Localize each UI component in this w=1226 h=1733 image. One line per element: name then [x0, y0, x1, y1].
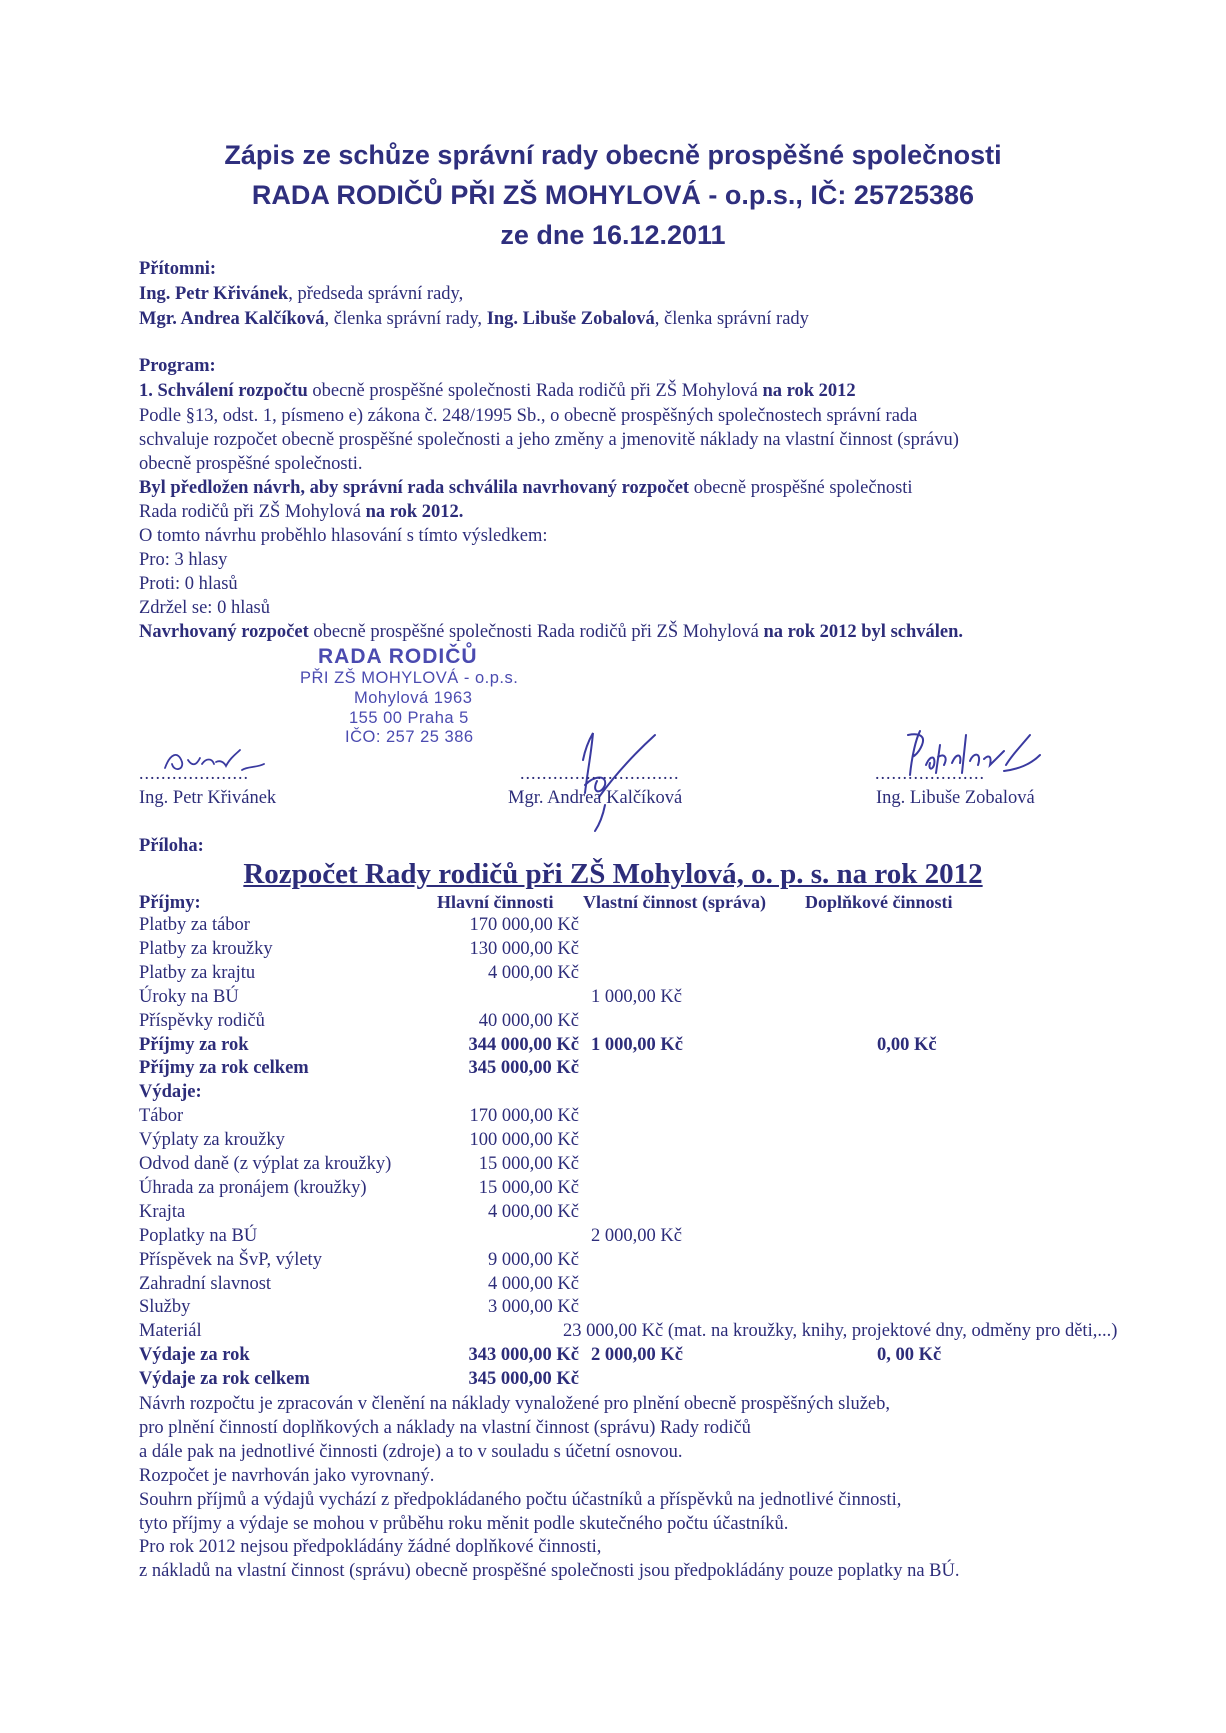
budget-row-label: Úroky na BÚ	[139, 986, 239, 1007]
budget-note-line: tyto příjmy a výdaje se mohou v průběhu roku měnit podle skutečného počtu účastníků.	[139, 1513, 789, 1534]
budget-row	[139, 1058, 1139, 1082]
program-item	[139, 380, 856, 402]
present-role1: , předseda správní rady,	[288, 284, 464, 304]
present-name-krivanek: Ing. Petr Křivánek	[139, 284, 289, 304]
budget-cell-main: 4 000,00 Kč	[488, 1273, 579, 1294]
vote-result	[139, 621, 963, 643]
budget-row	[139, 1250, 1139, 1274]
budget-note-line: z nákladů na vlastní činnost (správu) obecně prospěšné společnosti jsou předpokládány pouze poplatky na BÚ.	[139, 1561, 960, 1582]
column-header-main: Hlavní činnosti	[437, 892, 554, 912]
budget-title: Rozpočet Rady rodičů při ZŠ Mohylová, o. p. s. na rok 2012	[243, 858, 983, 890]
budget-row	[139, 915, 1139, 939]
budget-row-label: Poplatky na BÚ	[139, 1225, 258, 1246]
program-paragraph-line3: obecně prospěšné společnosti.	[139, 454, 363, 474]
budget-row	[139, 939, 1139, 963]
budget-cell-main: 345 000,00 Kč	[468, 1058, 579, 1079]
program-paragraph-line2: schvaluje rozpočet obecně prospěšné společnosti a jeho změny a jmenovitě náklady na vlastní činnost (správu)	[139, 430, 959, 450]
budget-cell-main: 4 000,00 Kč	[488, 1201, 579, 1222]
program-paragraph-line1: Podle §13, odst. 1, písmeno e) zákona č. 248/1995 Sb., o obecně prospěšných společnostech správní rada	[139, 406, 918, 426]
budget-note-line: Souhrn příjmů a výdajů vychází z předpokládaného počtu účastníků a příspěvků na jednotlivé činnosti,	[139, 1489, 902, 1510]
budget-cell-own: 1 000,00 Kč	[591, 1034, 683, 1055]
budget-row-label: Tábor	[139, 1106, 184, 1127]
budget-note-line: Rozpočet je navrhován jako vyrovnaný.	[139, 1465, 435, 1486]
budget-row-label: Příspěvky rodičů	[139, 1010, 265, 1031]
column-header-supplementary: Doplňkové činnosti	[805, 892, 953, 912]
budget-row-label: Výdaje za rok celkem	[139, 1369, 310, 1390]
budget-cell-main: 15 000,00 Kč	[478, 1177, 579, 1198]
proposal-org: Rada rodičů při ZŠ Mohylová	[139, 502, 366, 522]
program-heading: Program:	[139, 356, 216, 376]
budget-cell-main: 40 000,00 Kč	[478, 1010, 579, 1031]
stamp-line3: Mohylová 1963	[354, 689, 473, 707]
proposal-rest: obecně prospěšné společnosti	[689, 478, 913, 498]
budget-cell-main: 9 000,00 Kč	[488, 1249, 579, 1270]
budget-cell-main: 15 000,00 Kč	[478, 1154, 579, 1174]
budget-row	[139, 1345, 1139, 1369]
program-item-text: obecně prospěšné společnosti Rada rodičů při ZŠ Mohylová	[307, 381, 763, 401]
budget-row-label: Krajta	[139, 1201, 186, 1222]
column-header-own: Vlastní činnost (správa)	[583, 892, 767, 912]
budget-row	[139, 1297, 1139, 1321]
stamp-line2: PŘI ZŠ MOHYLOVÁ - o.p.s.	[300, 669, 519, 687]
budget-cell-own: 2 000,00 Kč	[591, 1345, 683, 1366]
vote-intro: O tomto návrhu proběhlo hlasování s tímto výsledkem:	[139, 526, 548, 546]
program-item-title: 1. Schválení rozpočtu	[139, 381, 308, 401]
document-title-line3: ze dne 16.12.2011	[500, 220, 726, 250]
stamp-line1: RADA RODIČŮ	[318, 645, 478, 668]
present-line1	[139, 283, 463, 305]
budget-row	[139, 1274, 1139, 1298]
budget-row	[139, 1130, 1139, 1154]
budget-row-label: Příjmy za rok celkem	[139, 1058, 309, 1079]
vote-for: Pro: 3 hlasy	[139, 550, 228, 570]
budget-row-label: Materiál	[139, 1321, 202, 1342]
budget-cell-main: 343 000,00 Kč	[468, 1345, 579, 1366]
budget-row	[139, 1178, 1139, 1202]
result-bold: Navrhovaný rozpočet	[139, 622, 309, 642]
budget-cell-main: 4 000,00 Kč	[488, 962, 579, 983]
budget-note-line: pro plnění činností doplňkových a náklady na vlastní činnost (správu) Rady rodičů	[139, 1417, 751, 1438]
budget-cell-main: 170 000,00 Kč	[469, 915, 579, 935]
budget-row-label: Výdaje za rok	[139, 1345, 250, 1366]
budget-cell-own: 2 000,00 Kč	[591, 1225, 682, 1246]
present-name-zobalova: Ing. Libuše Zobalová	[486, 309, 655, 329]
proposal-line2	[139, 501, 463, 523]
budget-cell-note: 23 000,00 Kč (mat. na kroužky, knihy, projektové dny, odměny pro děti,...)	[563, 1321, 1118, 1342]
signature-line-3: ....................	[875, 763, 985, 783]
vote-against: Proti: 0 hlasů	[139, 574, 238, 594]
budget-cell-supplementary: 0,00 Kč	[877, 1034, 937, 1055]
budget-cell-main: 170 000,00 Kč	[469, 1106, 579, 1127]
budget-cell-main: 130 000,00 Kč	[469, 938, 579, 959]
budget-row	[139, 1202, 1139, 1226]
budget-cell-own: 1 000,00 Kč	[591, 986, 682, 1007]
budget-row-label: Platby za tábor	[139, 915, 250, 935]
stamp-line5: IČO: 257 25 386	[345, 728, 474, 746]
stamp-line4: 155 00 Praha 5	[349, 709, 469, 727]
budget-row-label: Odvod daně (z výplat za kroužky)	[139, 1154, 392, 1174]
budget-row	[139, 1154, 1139, 1178]
budget-row	[139, 1106, 1139, 1130]
budget-row-label: Služby	[139, 1297, 191, 1318]
document-title-line1: Zápis ze schůze správní rady obecně prospěšné společnosti	[224, 140, 1002, 170]
budget-note-line: Návrh rozpočtu je zpracován v členění na náklady vynaložené pro plnění obecně prospěšných služeb,	[139, 1394, 891, 1414]
budget-row	[139, 1011, 1139, 1035]
signature-name-2: Mgr. Andrea Kalčíková	[508, 788, 683, 808]
budget-row-label: Platby za kroužky	[139, 938, 273, 959]
attachment-heading: Příloha:	[139, 836, 204, 856]
budget-row-label: Příjmy za rok	[139, 1034, 249, 1055]
budget-row-label: Výplaty za kroužky	[139, 1130, 285, 1151]
budget-row	[139, 987, 1139, 1011]
present-role3: , členka správní rady	[654, 309, 809, 329]
budget-cell-supplementary: 0, 00 Kč	[877, 1345, 942, 1366]
budget-cell-main: 3 000,00 Kč	[488, 1297, 579, 1318]
budget-note-line: a dále pak na jednotlivé činnosti (zdroje) a to v souladu s účetní osnovou.	[139, 1441, 683, 1462]
signature-name-3: Ing. Libuše Zobalová	[876, 788, 1035, 808]
budget-row	[139, 1226, 1139, 1250]
budget-row-label: Platby za krajtu	[139, 962, 256, 983]
budget-row	[139, 963, 1139, 987]
program-item-year: na rok 2012	[762, 381, 856, 401]
budget-cell-main: 345 000,00 Kč	[468, 1369, 579, 1390]
budget-row	[139, 1035, 1139, 1059]
budget-row	[139, 1369, 1139, 1393]
budget-row-label: Příspěvek na ŠvP, výlety	[139, 1249, 322, 1270]
budget-cell-main: 344 000,00 Kč	[468, 1034, 579, 1055]
signature-line-2: .............................	[520, 763, 680, 783]
budget-row-label: Výdaje:	[139, 1082, 202, 1103]
budget-row	[139, 1321, 1139, 1345]
proposal-year: na rok 2012.	[365, 502, 464, 522]
proposal-bold: Byl předložen návrh, aby správní rada schválila navrhovaný rozpočet	[139, 478, 690, 498]
signature-line-1: ....................	[139, 763, 249, 783]
present-line2	[139, 308, 809, 330]
budget-row-label: Zahradní slavnost	[139, 1273, 272, 1294]
budget-note-line: Pro rok 2012 nejsou předpokládány žádné doplňkové činnosti,	[139, 1537, 602, 1558]
result-approved: na rok 2012 byl schválen.	[763, 622, 964, 642]
budget-cell-main: 100 000,00 Kč	[469, 1130, 579, 1151]
budget-row	[139, 1082, 1139, 1106]
present-heading: Přítomni:	[139, 259, 217, 279]
vote-abstain: Zdržel se: 0 hlasů	[139, 598, 270, 618]
signature-name-1: Ing. Petr Křivánek	[139, 788, 277, 808]
income-heading: Příjmy:	[139, 893, 201, 913]
proposal-line1	[139, 477, 913, 499]
document-title-line2: RADA RODIČŮ PŘI ZŠ MOHYLOVÁ - o.p.s., IČ: 25725386	[251, 180, 975, 210]
result-text: obecně prospěšné společnosti Rada rodičů při ZŠ Mohylová	[308, 622, 764, 642]
budget-row-label: Úhrada za pronájem (kroužky)	[139, 1177, 367, 1198]
present-name-kalcikova: Mgr. Andrea Kalčíková	[139, 309, 325, 329]
present-role2: , členka správní rady,	[324, 309, 487, 329]
